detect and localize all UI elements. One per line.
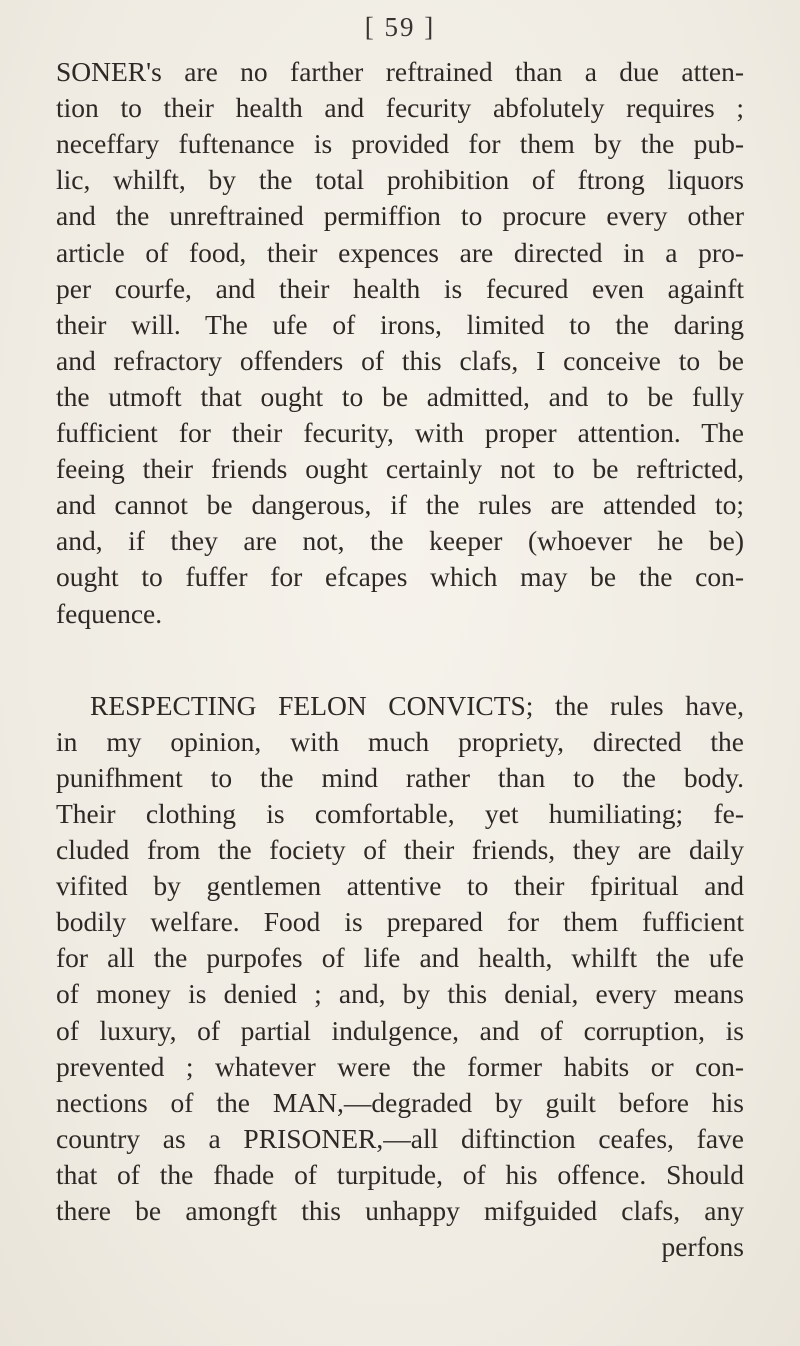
text-line: the utmoft that ought to be admitted, and to be fully [56,380,744,412]
text-line: of luxury, of partial indulgence, and of corruption, is [56,1014,744,1046]
text-line: in my opinion, with much propriety, directed the [56,725,744,757]
paragraph-start-line: RESPECTING FELON CONVICTS; the rules have, [90,689,744,721]
text-line: punifhment to the mind rather than to the body. [56,761,744,793]
text-line: fequence. [56,597,163,629]
text-line: tion to their health and fecurity abfolutely requires ; [56,92,744,124]
text-line: fufficient for their fecurity, with proper attention. The [56,417,744,448]
text-line: lic, whilft, by the total prohibition of ftrong liquors [56,164,744,196]
catchword: perfons [661,1231,744,1263]
text-line: for all the purpofes of life and health, whilft the ufe [56,942,744,974]
text-line: their will. The ufe of irons, limited to the daring [56,308,744,340]
text-line: per courfe, and their health is fecured even againft [56,272,744,304]
text-line: vifited by gentlemen attentive to their fpiritual and [56,870,744,902]
text-line: Their clothing is comfortable, yet humiliating; fe- [56,797,744,829]
text-line: prevented ; whatever were the former habits or con- [56,1050,744,1082]
text-line: there be amongft this unhappy mifguided clafs, any [56,1195,744,1226]
text-line: SONER's are no farther reftrained than a due atten- [56,56,744,87]
text-line: article of food, their expences are directed in a pro- [56,236,744,268]
text-line: and the unreftrained permiffion to procure every other [56,200,744,232]
text-line: and, if they are not, the keeper (whoever he be) [56,525,744,557]
text-line: country as a PRISONER,—all diftinction ceafes, fave [56,1122,744,1154]
text-line: nections of the MAN,—degraded by guilt before his [56,1086,744,1118]
text-line: cluded from the fociety of their friends, they are daily [56,834,744,865]
text-line: neceffary fuftenance is provided for them by the pub- [56,128,744,160]
text-line: bodily welfare. Food is prepared for them fufficient [56,906,744,938]
text-line: ought to fuffer for efcapes which may be the con- [56,561,744,593]
text-line: feeing their friends ought certainly not to be reftricted, [56,453,744,485]
page-number: [ 59 ] [364,12,436,42]
text-line: and cannot be dangerous, if the rules are attended to; [56,489,744,521]
text-line: of money is denied ; and, by this denial, every means [56,978,744,1010]
text-line: that of the fhade of turpitude, of his offence. Should [56,1158,744,1190]
text-line: and refractory offenders of this clafs, I conceive to be [56,344,744,376]
